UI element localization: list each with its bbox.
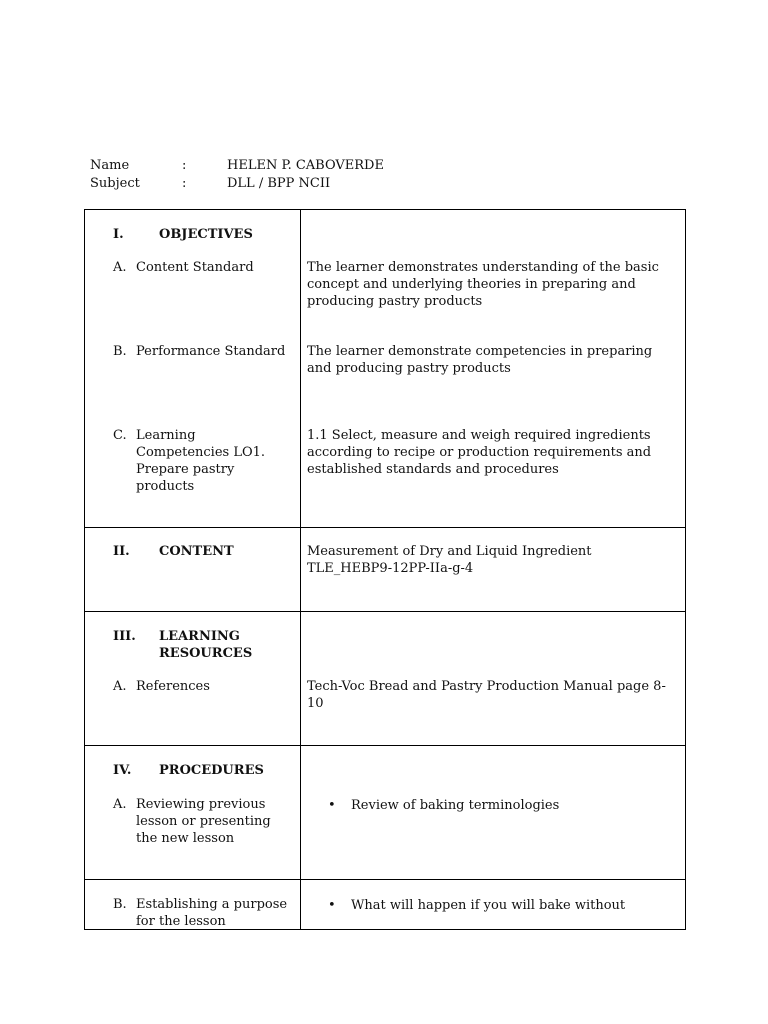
reviewing-lesson-label: Reviewing previous lesson or presenting the new lesson — [136, 797, 271, 846]
purpose-label: Establishing a purpose for the lesson — [136, 897, 288, 929]
objectives-title: OBJECTIVES — [159, 227, 253, 242]
performance-standard-label: Performance Standard — [136, 344, 286, 359]
content-number: II. — [113, 544, 130, 559]
name-label: Name — [90, 158, 130, 173]
content-line-1: Measurement of Dry and Liquid Ingredient — [307, 544, 592, 559]
subject-row — [90, 175, 384, 193]
learning-resources-title: LEARNING RESOURCES — [159, 629, 253, 661]
row-divider — [85, 745, 685, 746]
content-standard-label-block — [113, 259, 293, 276]
subject-label: Subject — [90, 176, 140, 191]
learning-resources-number: III. — [113, 629, 136, 644]
learning-competencies-text: 1.1 Select, measure and weigh required ingredients according to recipe or production requirements and established standards and procedures — [307, 428, 652, 477]
references-label: References — [136, 679, 210, 694]
references-label-block — [113, 678, 293, 695]
content-heading — [113, 543, 234, 560]
name-colon: : — [182, 158, 187, 173]
subject-value: DLL / BPP NCII — [227, 176, 331, 191]
reviewing-lesson-label-block — [113, 796, 283, 847]
references-letter: A. — [113, 679, 127, 694]
procedures-heading — [113, 762, 264, 779]
content-title: CONTENT — [159, 544, 234, 559]
procedures-title: PROCEDURES — [159, 763, 264, 778]
bullet-icon: • — [328, 798, 336, 813]
content-line-2: TLE_HEBP9-12PP-IIa-g-4 — [307, 561, 474, 576]
reviewing-lesson-bullet — [328, 797, 668, 814]
purpose-bullet — [328, 897, 668, 914]
learning-competencies-label-block — [113, 427, 298, 495]
learning-competencies-letter: C. — [113, 428, 127, 443]
lesson-plan-table — [84, 209, 686, 930]
name-row — [90, 157, 384, 175]
row-divider — [85, 611, 685, 612]
row-divider — [85, 527, 685, 528]
purpose-label-block — [113, 896, 298, 930]
purpose-text: What will happen if you will bake without — [351, 898, 626, 913]
row-divider — [85, 879, 685, 880]
reviewing-lesson-letter: A. — [113, 797, 127, 812]
references-text: Tech-Voc Bread and Pastry Production Manual page 8-10 — [307, 679, 666, 711]
content-standard-letter: A. — [113, 260, 127, 275]
objectives-number: I. — [113, 227, 124, 242]
procedures-number: IV. — [113, 763, 132, 778]
bullet-icon: • — [328, 898, 336, 913]
content-standard-label: Content Standard — [136, 260, 254, 275]
purpose-letter: B. — [113, 897, 127, 912]
column-divider — [300, 210, 301, 929]
objectives-heading — [113, 226, 253, 243]
content-standard-text: The learner demonstrates understanding of the basic concept and underlying theories in preparing and producing pastry products — [307, 260, 659, 309]
performance-standard-label-block — [113, 343, 299, 360]
performance-standard-text: The learner demonstrate competencies in preparing and producing pastry products — [307, 344, 653, 376]
content-text — [307, 543, 672, 577]
document-header — [90, 157, 384, 193]
reviewing-lesson-text: Review of baking terminologies — [351, 798, 560, 813]
name-value: HELEN P. CABOVERDE — [227, 158, 384, 173]
learning-competencies-label: Learning Competencies LO1. Prepare pastry products — [136, 428, 266, 494]
learning-resources-heading — [113, 628, 259, 662]
performance-standard-letter: B. — [113, 344, 127, 359]
subject-colon: : — [182, 176, 187, 191]
